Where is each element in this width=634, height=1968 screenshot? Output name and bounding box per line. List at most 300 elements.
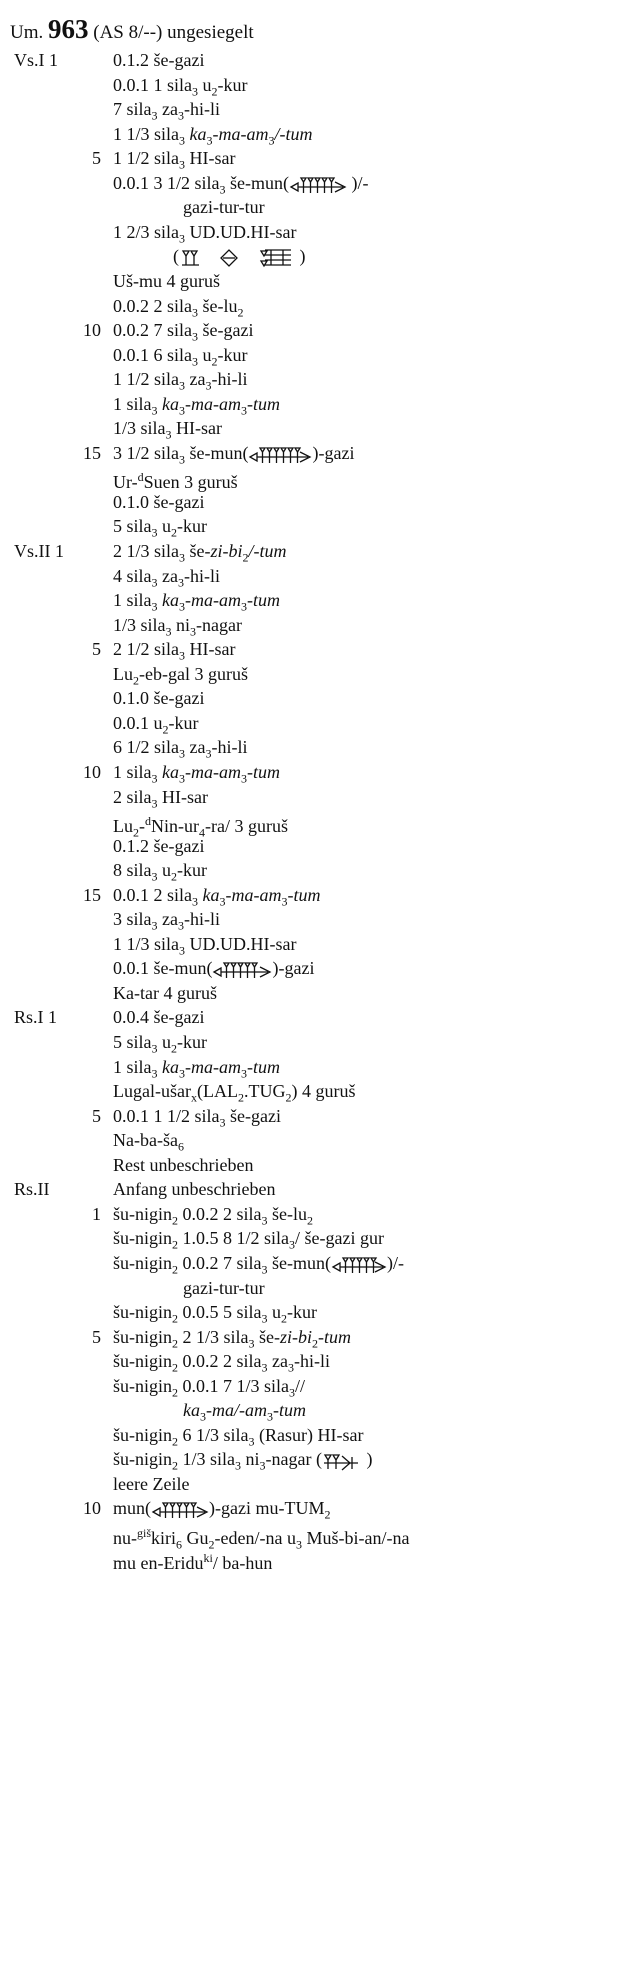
text-line bbox=[0, 981, 634, 1005]
subscript: 3 bbox=[179, 771, 185, 786]
column-label: Vs.II 1 bbox=[14, 541, 64, 561]
text-segment: -ra/ 3 guruš bbox=[205, 816, 288, 837]
line-text bbox=[113, 956, 314, 981]
line-text bbox=[113, 981, 217, 1005]
text-segment: 0.0.1 u bbox=[113, 712, 163, 733]
text-segment: 0.0.1 še-mun( bbox=[113, 958, 213, 979]
text-segment: 0.1.0 še-gazi bbox=[113, 491, 205, 512]
text-segment: /-tum bbox=[274, 123, 313, 144]
text-segment: u bbox=[198, 344, 212, 365]
text-line bbox=[0, 367, 634, 391]
text-segment: gazi-tur-tur bbox=[183, 197, 265, 218]
text-segment: nu- bbox=[113, 1528, 137, 1548]
text-segment: -kur bbox=[177, 1032, 207, 1052]
line-text bbox=[113, 834, 204, 858]
text-segment: ka bbox=[189, 123, 207, 144]
subscript: 3 bbox=[219, 894, 226, 909]
text-segment: -ma-am bbox=[225, 884, 282, 905]
text-segment: 0.0.2 7 sila bbox=[113, 320, 192, 341]
text-segment: za bbox=[157, 565, 178, 586]
subscript: 3 bbox=[179, 648, 185, 663]
text-line bbox=[0, 73, 634, 97]
text-segment: -ma-am bbox=[185, 1056, 241, 1077]
subscript: 2 bbox=[211, 354, 218, 369]
cuneiform-group-1-icon bbox=[179, 247, 295, 269]
text-segment: še-gazi bbox=[225, 1105, 281, 1126]
text-segment: 3 1/2 sila bbox=[113, 442, 179, 463]
text-segment: šu-nigin bbox=[113, 1228, 173, 1249]
text-segment: ) bbox=[362, 1449, 373, 1470]
subscript: 3 bbox=[261, 1311, 268, 1326]
line-text bbox=[113, 1177, 275, 1201]
line-text bbox=[113, 1472, 189, 1496]
superscript: d bbox=[145, 814, 151, 829]
subscript: 3 bbox=[205, 746, 212, 761]
text-segment: 0.0.1 7 1/3 sila bbox=[178, 1375, 290, 1396]
text-segment: u bbox=[198, 74, 212, 95]
subscript: 3 bbox=[165, 427, 172, 442]
column-label: Vs.I 1 bbox=[14, 50, 58, 70]
subscript: 3 bbox=[219, 182, 226, 197]
text-segment: 6 1/2 sila bbox=[113, 737, 179, 758]
line-number: 5 bbox=[92, 1326, 101, 1347]
text-segment: gazi-tur-tur bbox=[183, 1277, 265, 1298]
text-line bbox=[0, 441, 634, 465]
line-number: 10 bbox=[83, 761, 101, 782]
text-line bbox=[0, 195, 634, 219]
subscript: 3 bbox=[261, 1213, 268, 1228]
line-number: 5 bbox=[92, 639, 101, 660]
text-line bbox=[0, 171, 634, 195]
line-text bbox=[113, 48, 204, 72]
subscript: 2 bbox=[172, 1311, 179, 1326]
subscript: 3 bbox=[241, 1066, 247, 1081]
text-segment: -eb-gal 3 guruš bbox=[139, 663, 248, 684]
text-line bbox=[0, 244, 634, 268]
text-segment: ( bbox=[173, 246, 179, 267]
subscript: 2 bbox=[208, 1537, 215, 1552]
text-segment: -ma-am bbox=[185, 761, 241, 782]
text-line bbox=[0, 1226, 634, 1250]
text-segment: še-mun( bbox=[185, 442, 249, 463]
text-segment: 0.0.2 2 sila bbox=[113, 295, 192, 316]
subscript: 3 bbox=[179, 1066, 185, 1081]
superscript: d bbox=[137, 470, 144, 485]
text-segment: .TUG bbox=[243, 1081, 286, 1102]
text-segment: 1 2/3 sila bbox=[113, 221, 179, 242]
text-segment: 1 sila bbox=[113, 761, 152, 782]
text-line bbox=[0, 48, 634, 72]
subscript: 3 bbox=[151, 796, 158, 811]
text-segment: )/- bbox=[346, 172, 369, 193]
subscript: 2 bbox=[133, 825, 139, 840]
text-segment: šu-nigin bbox=[113, 1351, 173, 1372]
text-segment: leere Zeile bbox=[113, 1473, 190, 1494]
text-segment: 3 sila bbox=[113, 909, 152, 930]
subscript: 3 bbox=[151, 599, 158, 614]
subscript: 2 bbox=[172, 1385, 179, 1400]
subscript: 3 bbox=[177, 918, 184, 933]
subscript: 2 bbox=[133, 673, 139, 688]
text-segment: 1 sila bbox=[113, 393, 152, 414]
text-segment: 0.1.2 še-gazi bbox=[113, 50, 205, 70]
subscript: 2 bbox=[237, 305, 244, 320]
subscript: 2 bbox=[307, 1213, 314, 1228]
subscript: 3 bbox=[179, 403, 185, 418]
text-segment: 2 1/3 sila bbox=[178, 1326, 249, 1347]
text-segment: Ka-tar 4 guruš bbox=[113, 982, 217, 1003]
text-segment: mun( bbox=[113, 1498, 151, 1519]
subscript: 3 bbox=[248, 1434, 255, 1449]
text-line bbox=[0, 1546, 634, 1573]
text-line bbox=[0, 1202, 634, 1226]
text-segment: 0.0.1 6 sila bbox=[113, 344, 192, 365]
subscript: 3 bbox=[267, 1409, 273, 1424]
line-number: 10 bbox=[83, 320, 101, 341]
text-segment: -kur bbox=[177, 516, 207, 537]
text-segment: ni bbox=[171, 614, 191, 635]
text-segment: šu-nigin bbox=[113, 1449, 173, 1470]
subscript: x bbox=[190, 1090, 197, 1105]
text-segment: zi-bi bbox=[280, 1326, 313, 1347]
text-line bbox=[0, 97, 634, 121]
subscript: 2 bbox=[162, 722, 169, 737]
text-segment: Nin-ur bbox=[151, 816, 199, 837]
subscript: 3 bbox=[151, 108, 158, 123]
subscript: 3 bbox=[295, 1537, 302, 1552]
text-segment: 5 sila bbox=[113, 516, 152, 537]
text-segment: )/- bbox=[387, 1252, 404, 1273]
line-number: 15 bbox=[83, 884, 101, 905]
mun-sign-3-icon bbox=[212, 959, 272, 981]
text-segment: - bbox=[139, 816, 145, 837]
subscript: 2 bbox=[172, 1434, 179, 1449]
text-segment: Anfang unbeschrieben bbox=[113, 1179, 276, 1200]
text-segment: 0.0.2 7 sila bbox=[178, 1252, 262, 1273]
text-segment: 1/3 sila bbox=[113, 418, 166, 439]
text-line bbox=[0, 1177, 634, 1201]
subscript: 3 bbox=[235, 1458, 242, 1473]
line-text bbox=[113, 1153, 253, 1177]
text-line bbox=[0, 564, 634, 588]
text-segment: Muš-bi-an/-na bbox=[301, 1528, 410, 1548]
tablet-number: 963 bbox=[48, 14, 89, 44]
text-line bbox=[0, 686, 634, 710]
text-segment: 0.1.0 še-gazi bbox=[113, 688, 205, 709]
text-segment: 2 sila bbox=[113, 786, 152, 807]
text-segment: za bbox=[185, 369, 206, 390]
header-rest: (AS 8/--) ungesiegelt bbox=[93, 22, 254, 43]
subscript: 3 bbox=[177, 108, 184, 123]
subscript: 3 bbox=[190, 624, 197, 639]
text-line bbox=[0, 662, 634, 686]
superscript: giš bbox=[137, 1526, 152, 1540]
text-segment: -ma-am bbox=[185, 393, 241, 414]
text-segment: še-gazi bbox=[198, 320, 254, 341]
text-line bbox=[0, 834, 634, 858]
subscript: 3 bbox=[206, 133, 213, 148]
text-segment: ni bbox=[241, 1449, 260, 1470]
text-segment: še- bbox=[254, 1326, 281, 1347]
subscript: 3 bbox=[179, 599, 185, 614]
text-segment: 7 sila bbox=[113, 99, 152, 120]
subscript: 3 bbox=[281, 894, 288, 909]
subscript: 3 bbox=[177, 575, 184, 590]
line-number: 5 bbox=[92, 1105, 101, 1126]
text-segment: / še-gazi gur bbox=[295, 1228, 384, 1249]
text-line bbox=[0, 760, 634, 784]
text-line bbox=[0, 343, 634, 367]
subscript: 3 bbox=[268, 133, 275, 148]
text-line bbox=[0, 711, 634, 735]
text-line bbox=[0, 490, 634, 514]
subscript: 2 bbox=[312, 1336, 319, 1351]
tablet-header bbox=[10, 14, 254, 45]
text-segment: 2 1/3 sila bbox=[113, 541, 179, 561]
line-number: 1 bbox=[92, 1203, 101, 1224]
text-line bbox=[0, 539, 634, 563]
text-segment: mu en-Eridu bbox=[113, 1552, 204, 1573]
text-segment: ka bbox=[183, 1400, 200, 1421]
line-text bbox=[113, 1005, 204, 1029]
subscript: 3 bbox=[200, 1409, 206, 1424]
text-segment: 2 1/2 sila bbox=[113, 639, 179, 660]
text-segment: ka bbox=[202, 884, 220, 905]
subscript: 2 bbox=[172, 1213, 179, 1228]
header-prefix: Um. bbox=[10, 22, 44, 43]
subscript: 3 bbox=[179, 157, 185, 172]
column-label: Rs.II bbox=[14, 1179, 50, 1200]
subscript: 3 bbox=[219, 1115, 226, 1130]
text-segment: ka bbox=[162, 590, 179, 611]
text-segment: Lugal-ušar bbox=[113, 1081, 191, 1102]
subscript: 3 bbox=[248, 1336, 255, 1351]
subscript: 2 bbox=[211, 84, 218, 99]
text-segment: (LAL bbox=[196, 1081, 238, 1102]
text-segment: -hi-li bbox=[183, 99, 220, 120]
text-line bbox=[0, 809, 634, 840]
text-line bbox=[0, 146, 634, 170]
subscript: 2 bbox=[171, 869, 177, 884]
line-number: 15 bbox=[83, 442, 101, 463]
text-segment: ka bbox=[162, 761, 179, 782]
text-segment: -ma-am bbox=[185, 590, 241, 611]
text-line bbox=[0, 1153, 634, 1177]
text-segment: 1/3 sila bbox=[178, 1449, 236, 1470]
subscript: 3 bbox=[151, 575, 158, 590]
text-line bbox=[0, 1374, 634, 1398]
text-segment: )-gazi bbox=[272, 958, 315, 979]
text-segment: šu-nigin bbox=[113, 1302, 173, 1323]
text-segment: -hi-li bbox=[294, 1351, 330, 1372]
text-segment: -tum bbox=[247, 590, 280, 611]
text-segment: Lu bbox=[113, 663, 133, 684]
text-segment: 1 1/3 sila bbox=[113, 933, 179, 954]
nagar-sign-icon bbox=[322, 1450, 362, 1472]
text-line bbox=[0, 637, 634, 661]
text-segment: 0.0.1 1 1/2 sila bbox=[113, 1105, 220, 1126]
line-number: 10 bbox=[83, 1498, 101, 1519]
text-line bbox=[0, 1104, 634, 1128]
subscript: 2 bbox=[171, 526, 177, 541]
text-segment: -kur bbox=[177, 860, 207, 881]
text-segment: 0.0.1 3 1/2 sila bbox=[113, 172, 220, 193]
text-segment: 1 sila bbox=[113, 590, 152, 611]
text-segment: u bbox=[157, 516, 171, 537]
text-line bbox=[0, 392, 634, 416]
text-segment: )-gazi bbox=[312, 442, 355, 463]
text-segment: 6 1/3 sila bbox=[178, 1424, 249, 1445]
text-segment: HI-sar bbox=[185, 639, 236, 660]
subscript: 2 bbox=[324, 1508, 331, 1523]
text-segment: -tum bbox=[247, 1056, 280, 1077]
subscript: 2 bbox=[171, 1041, 177, 1056]
text-segment: -nagar bbox=[196, 614, 242, 635]
text-segment: 8 sila bbox=[113, 860, 152, 881]
text-segment: 0.0.1 2 sila bbox=[113, 884, 192, 905]
subscript: 2 bbox=[172, 1336, 179, 1351]
subscript: 2 bbox=[281, 1311, 288, 1326]
text-line bbox=[0, 907, 634, 931]
text-segment: -nagar ( bbox=[265, 1449, 322, 1470]
text-segment: 5 sila bbox=[113, 1032, 152, 1052]
subscript: 2 bbox=[172, 1458, 179, 1473]
text-segment: -kur bbox=[168, 712, 199, 733]
subscript: 3 bbox=[151, 918, 158, 933]
mun-sign-2-icon bbox=[248, 444, 312, 466]
text-segment: -tum bbox=[287, 884, 321, 905]
text-segment: Na-ba-ša bbox=[113, 1130, 178, 1151]
subscript: 6 bbox=[176, 1537, 183, 1552]
subscript: 3 bbox=[289, 1237, 296, 1252]
superscript: ki bbox=[203, 1550, 213, 1565]
text-segment: (Rasur) HI-sar bbox=[254, 1424, 364, 1445]
subscript: 3 bbox=[261, 1360, 268, 1375]
text-segment: ) 4 guruš bbox=[291, 1081, 356, 1102]
subscript: 3 bbox=[151, 771, 158, 786]
subscript: 3 bbox=[261, 1262, 268, 1277]
text-segment: zi-bi bbox=[210, 541, 243, 561]
subscript: 3 bbox=[179, 746, 185, 761]
text-segment: Gu bbox=[182, 1528, 209, 1548]
text-segment: Lu bbox=[113, 816, 133, 837]
subscript: 3 bbox=[165, 624, 172, 639]
subscript: 6 bbox=[177, 1139, 184, 1154]
subscript: 3 bbox=[151, 1066, 158, 1081]
line-text bbox=[183, 195, 265, 219]
text-line bbox=[0, 514, 634, 541]
text-segment: za bbox=[185, 737, 206, 758]
text-segment: za bbox=[157, 99, 178, 120]
subscript: 2 bbox=[172, 1237, 179, 1252]
text-line bbox=[0, 1276, 634, 1300]
text-segment: -tum bbox=[273, 1400, 306, 1421]
text-line bbox=[0, 269, 634, 293]
text-segment: 1 1/2 sila bbox=[113, 148, 179, 169]
line-text bbox=[113, 686, 204, 710]
text-segment: 0.0.2 2 sila bbox=[178, 1351, 262, 1372]
text-segment: HI-sar bbox=[157, 786, 208, 807]
subscript: 3 bbox=[151, 403, 158, 418]
text-segment: kiri bbox=[151, 1528, 177, 1548]
text-segment: -ma-am bbox=[212, 123, 269, 144]
text-segment: 1/3 sila bbox=[113, 614, 166, 635]
text-segment: -kur bbox=[217, 74, 248, 95]
text-segment: 0.1.2 še-gazi bbox=[113, 835, 205, 856]
subscript: 3 bbox=[192, 329, 198, 344]
subscript: 3 bbox=[179, 943, 185, 958]
subscript: 4 bbox=[199, 825, 205, 840]
text-segment: u bbox=[157, 860, 171, 881]
text-line bbox=[0, 858, 634, 882]
text-segment: -tum bbox=[318, 1326, 352, 1347]
text-line bbox=[0, 1349, 634, 1373]
text-segment: ka bbox=[162, 1056, 179, 1077]
text-segment: u bbox=[267, 1302, 282, 1323]
text-line bbox=[0, 318, 634, 342]
text-segment: -ma/-am bbox=[206, 1400, 267, 1421]
text-line bbox=[0, 1005, 634, 1029]
text-line bbox=[0, 588, 634, 612]
text-segment: -tum bbox=[247, 761, 280, 782]
text-segment: 0.0.4 še-gazi bbox=[113, 1007, 205, 1028]
text-segment: )-gazi mu-TUM bbox=[209, 1498, 325, 1519]
subscript: 3 bbox=[289, 1385, 296, 1400]
text-segment: za bbox=[267, 1351, 288, 1372]
text-segment: ka bbox=[162, 393, 179, 414]
subscript: 3 bbox=[151, 869, 158, 884]
text-segment: -hi-li bbox=[211, 369, 248, 390]
text-segment: 4 sila bbox=[113, 565, 152, 586]
text-line bbox=[0, 1472, 634, 1496]
text-line bbox=[0, 1128, 634, 1152]
text-segment: še-lu bbox=[267, 1203, 308, 1224]
text-line bbox=[0, 294, 634, 318]
text-line bbox=[0, 220, 634, 244]
text-segment: šu-nigin bbox=[113, 1252, 173, 1273]
text-segment: 0.0.5 5 sila bbox=[178, 1302, 262, 1323]
text-segment: -hi-li bbox=[183, 909, 220, 930]
text-segment: ) bbox=[295, 246, 306, 267]
text-line bbox=[0, 883, 634, 907]
text-line bbox=[0, 956, 634, 980]
subscript: 2 bbox=[237, 1090, 244, 1105]
text-segment: še-mun( bbox=[225, 172, 289, 193]
text-segment: u bbox=[157, 1032, 171, 1052]
text-segment: // bbox=[295, 1375, 306, 1396]
text-line bbox=[0, 1300, 634, 1324]
subscript: 2 bbox=[285, 1090, 292, 1105]
subscript: 3 bbox=[192, 305, 198, 320]
text-segment: -tum bbox=[247, 393, 280, 414]
text-segment: HI-sar bbox=[171, 418, 222, 439]
text-segment: 0.0.1 1 sila bbox=[113, 74, 192, 95]
text-segment: še-lu bbox=[198, 295, 238, 316]
text-segment: šu-nigin bbox=[113, 1326, 173, 1347]
mun-sign-5-icon bbox=[151, 1499, 209, 1521]
subscript: 3 bbox=[241, 403, 247, 418]
line-text bbox=[113, 490, 204, 514]
subscript: 2 bbox=[242, 550, 249, 565]
subscript: 3 bbox=[179, 133, 185, 148]
text-segment: za bbox=[157, 909, 178, 930]
subscript: 2 bbox=[172, 1360, 179, 1375]
text-line bbox=[0, 465, 634, 493]
text-segment: Rest unbeschrieben bbox=[113, 1154, 254, 1175]
text-segment: Suen 3 guruš bbox=[143, 472, 238, 493]
line-text bbox=[173, 244, 306, 269]
text-line bbox=[0, 1423, 634, 1447]
